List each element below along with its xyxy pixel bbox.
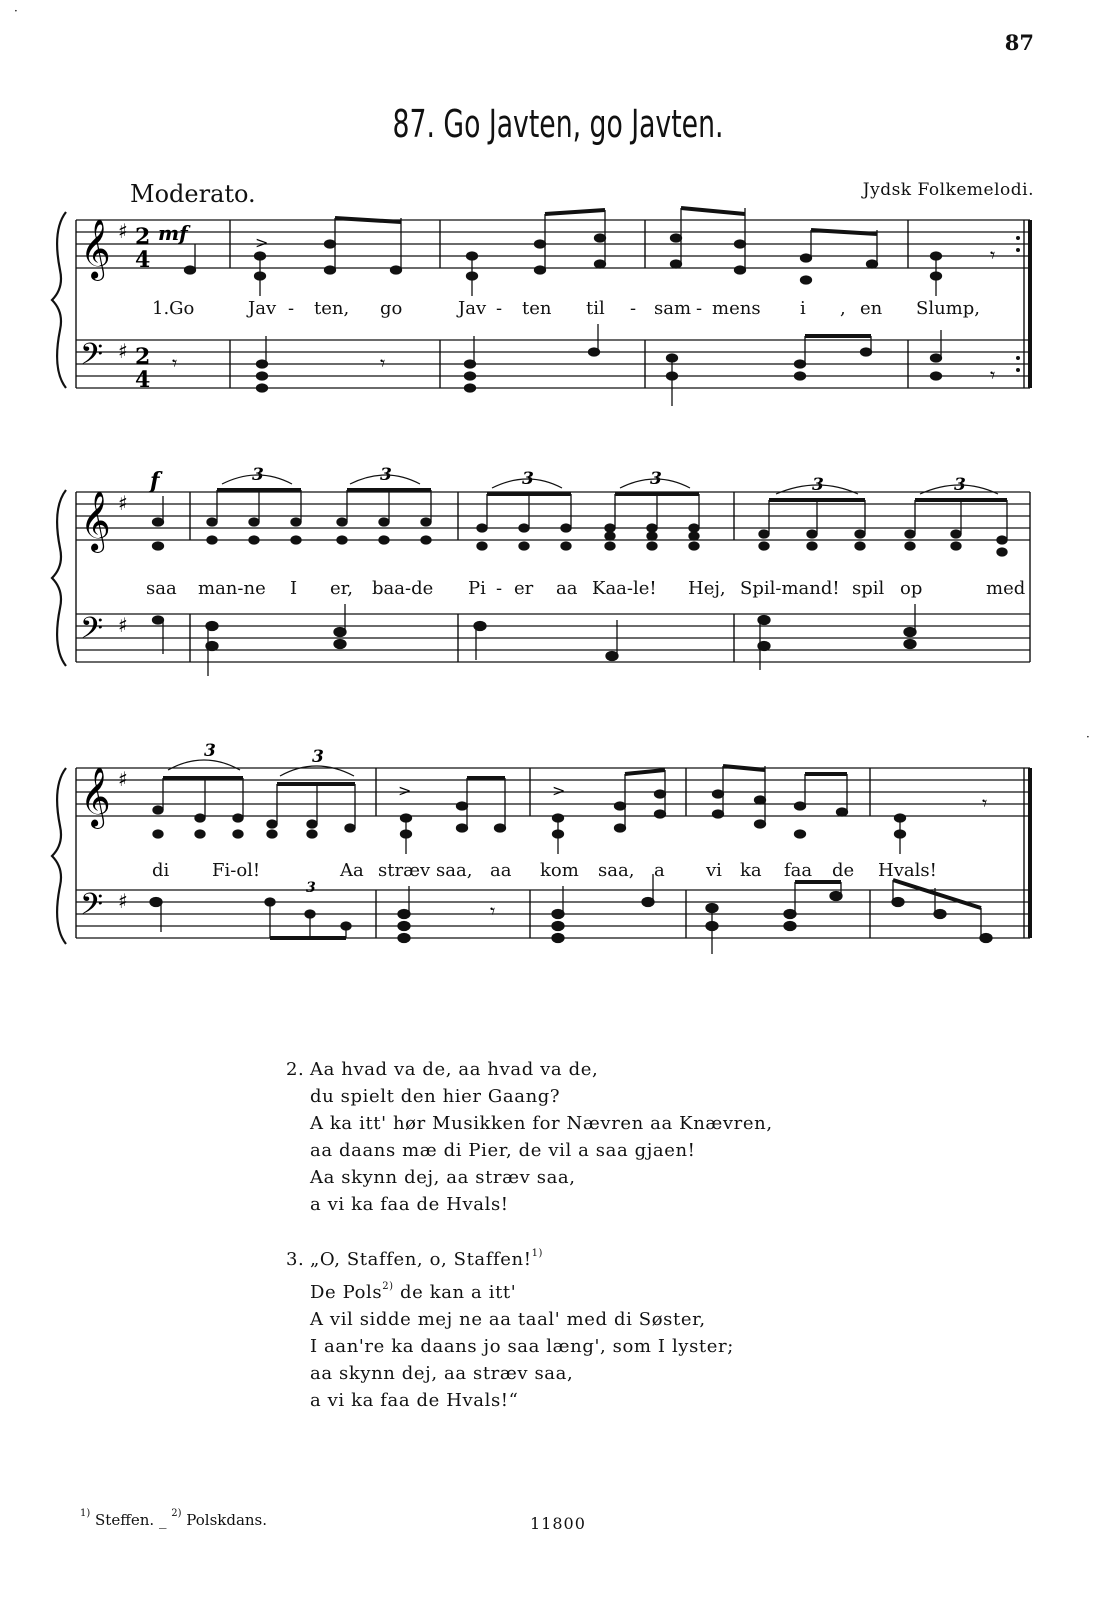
- lyric: saa,: [436, 860, 473, 881]
- lyric: Pi: [468, 578, 486, 599]
- lyric: ka: [740, 860, 762, 881]
- dynamic-mf: mf: [158, 221, 188, 245]
- svg-text:>: >: [398, 781, 412, 800]
- svg-text:♯: ♯: [118, 339, 128, 363]
- lyric: stræv: [378, 860, 431, 881]
- verse-line: aa skynn dej, aa stræv saa,: [310, 1363, 574, 1384]
- lyric: i: [800, 298, 806, 319]
- triplet-mark: 3: [650, 469, 662, 489]
- lyric: Slump,: [916, 298, 980, 319]
- triplet-groups: [207, 490, 1007, 556]
- lyric: spil: [852, 578, 885, 599]
- lyric: -: [496, 298, 503, 319]
- lyric: Spil-mand!: [740, 578, 840, 599]
- lyric: er: [514, 578, 534, 599]
- svg-text:♯: ♯: [118, 491, 128, 515]
- lyric: -: [496, 578, 503, 599]
- verse-line: du spielt den hier Gaang?: [310, 1086, 561, 1107]
- lyric: ,: [840, 298, 846, 319]
- music-system-2: [0, 465, 1116, 670]
- lyric: -: [630, 298, 637, 319]
- svg-text:𝄞: 𝄞: [80, 491, 111, 551]
- lyric: mens: [712, 298, 761, 319]
- lyric: Jav: [458, 298, 487, 319]
- stray-mark: ·: [14, 4, 18, 18]
- lyric: Aa: [340, 860, 364, 881]
- footnotes: $^{1)}$ Steffen. _ $^{2)}$ Polskdans.: [80, 1508, 268, 1529]
- tempo-marking: Moderato.: [130, 180, 256, 208]
- time-sig-top-bass: 2: [135, 344, 151, 370]
- verse-line: a vi ka faa de Hvals!“: [310, 1390, 519, 1411]
- svg-text:𝄾: 𝄾: [172, 351, 178, 375]
- triplet-mark: 3: [204, 741, 216, 761]
- footnote-ref: 2): [382, 1281, 394, 1292]
- lyric: -: [696, 298, 703, 319]
- svg-text:𝄢: 𝄢: [80, 888, 104, 929]
- plate-number: 11800: [530, 1514, 586, 1533]
- page-number: 87: [1004, 30, 1034, 55]
- verses: [286, 1056, 773, 1436]
- lyric: Jav: [248, 298, 277, 319]
- svg-text:♯: ♯: [118, 613, 128, 637]
- lyric: aa: [556, 578, 578, 599]
- lyric: 1.Go: [152, 298, 195, 319]
- lyric: saa,: [598, 860, 635, 881]
- time-sig-top: 2: [135, 224, 151, 250]
- stray-mark: ·: [1086, 730, 1090, 744]
- lyric: saa: [146, 578, 177, 599]
- svg-text:𝄾: 𝄾: [982, 791, 988, 815]
- lyric: -: [288, 298, 295, 319]
- verse-line: 2. Aa hvad va de, aa hvad va de,: [286, 1059, 599, 1080]
- lyric: ten: [522, 298, 552, 319]
- lyric: faa: [784, 860, 813, 881]
- svg-text:♯: ♯: [118, 889, 128, 913]
- lyric: Fi-ol!: [212, 860, 261, 881]
- svg-text:♯: ♯: [118, 219, 128, 243]
- lyric: di: [152, 860, 170, 881]
- svg-text:♯: ♯: [118, 767, 128, 791]
- lyric: baa-de: [372, 578, 434, 599]
- time-sig-bottom-bass: 4: [135, 367, 151, 393]
- footnote-ref: 1): [531, 1248, 544, 1259]
- svg-text:𝄾: 𝄾: [490, 899, 496, 923]
- triplet-mark: 3: [954, 475, 966, 495]
- time-sig-bottom: 4: [135, 247, 151, 273]
- svg-text:𝄞: 𝄞: [80, 219, 111, 279]
- svg-text:𝄢: 𝄢: [80, 612, 104, 653]
- lyric: a: [654, 860, 665, 881]
- lyric: med: [986, 578, 1026, 599]
- composer-credit: Jydsk Folkemelodi.: [862, 180, 1034, 200]
- verse-3: [286, 1240, 773, 1414]
- dynamic-f: f: [150, 468, 160, 494]
- lyric: sam: [654, 298, 692, 319]
- triplet-mark: 3: [306, 880, 316, 896]
- svg-text:>: >: [255, 233, 269, 252]
- verse-line: 3. „O, Staffen, o, Staffen!$^{1)}$: [286, 1248, 544, 1270]
- triplet-mark: 3: [380, 465, 392, 485]
- verse-line: A vil sidde mej ne aa taal' med di Søster,: [310, 1309, 706, 1330]
- lyric: vi: [706, 860, 722, 881]
- lyric: go: [380, 298, 403, 319]
- lyric: I: [290, 578, 298, 599]
- triplet-mark: 3: [252, 465, 264, 485]
- verse-line: I aan're ka daans jo saa læng', som I lyster;: [310, 1336, 734, 1357]
- triplet-mark: 3: [522, 469, 534, 489]
- verse-line: A ka itt' hør Musikken for Nævren aa Knævren,: [310, 1113, 773, 1134]
- verse-2: [286, 1056, 773, 1218]
- song-title: 87. Go Javten, go Javten.: [392, 102, 724, 146]
- lyric: til: [586, 298, 605, 319]
- music-system-1: [0, 200, 1116, 393]
- lyric: Hvals!: [878, 860, 937, 881]
- verse-line: aa daans mæ di Pier, de vil a saa gjaen!: [310, 1140, 696, 1161]
- verse-line: Aa skynn dej, aa stræv saa,: [310, 1167, 576, 1188]
- svg-text:>: >: [552, 781, 566, 800]
- lyric: en: [860, 298, 883, 319]
- verse-line: De Pols$^{2)}$ de kan a itt': [310, 1281, 517, 1303]
- lyric: er,: [330, 578, 354, 599]
- music-system-3: [0, 741, 1116, 958]
- svg-text:𝄾: 𝄾: [380, 351, 386, 375]
- triplet-mark: 3: [812, 475, 824, 495]
- svg-text:𝄢: 𝄢: [80, 338, 104, 379]
- lyric: Kaa-le!: [592, 578, 657, 599]
- lyric: de: [832, 860, 855, 881]
- svg-text:𝄾: 𝄾: [990, 363, 996, 387]
- svg-text:𝄾: 𝄾: [990, 243, 996, 267]
- lyric: ten,: [314, 298, 350, 319]
- lyric: Hej,: [688, 578, 726, 599]
- lyric: aa: [490, 860, 512, 881]
- lyric: kom: [540, 860, 579, 881]
- verse-line: a vi ka faa de Hvals!: [310, 1194, 509, 1215]
- svg-text:𝄞: 𝄞: [80, 767, 111, 827]
- lyric: man-ne: [198, 578, 266, 599]
- lyric: op: [900, 578, 923, 599]
- triplet-mark: 3: [312, 747, 324, 767]
